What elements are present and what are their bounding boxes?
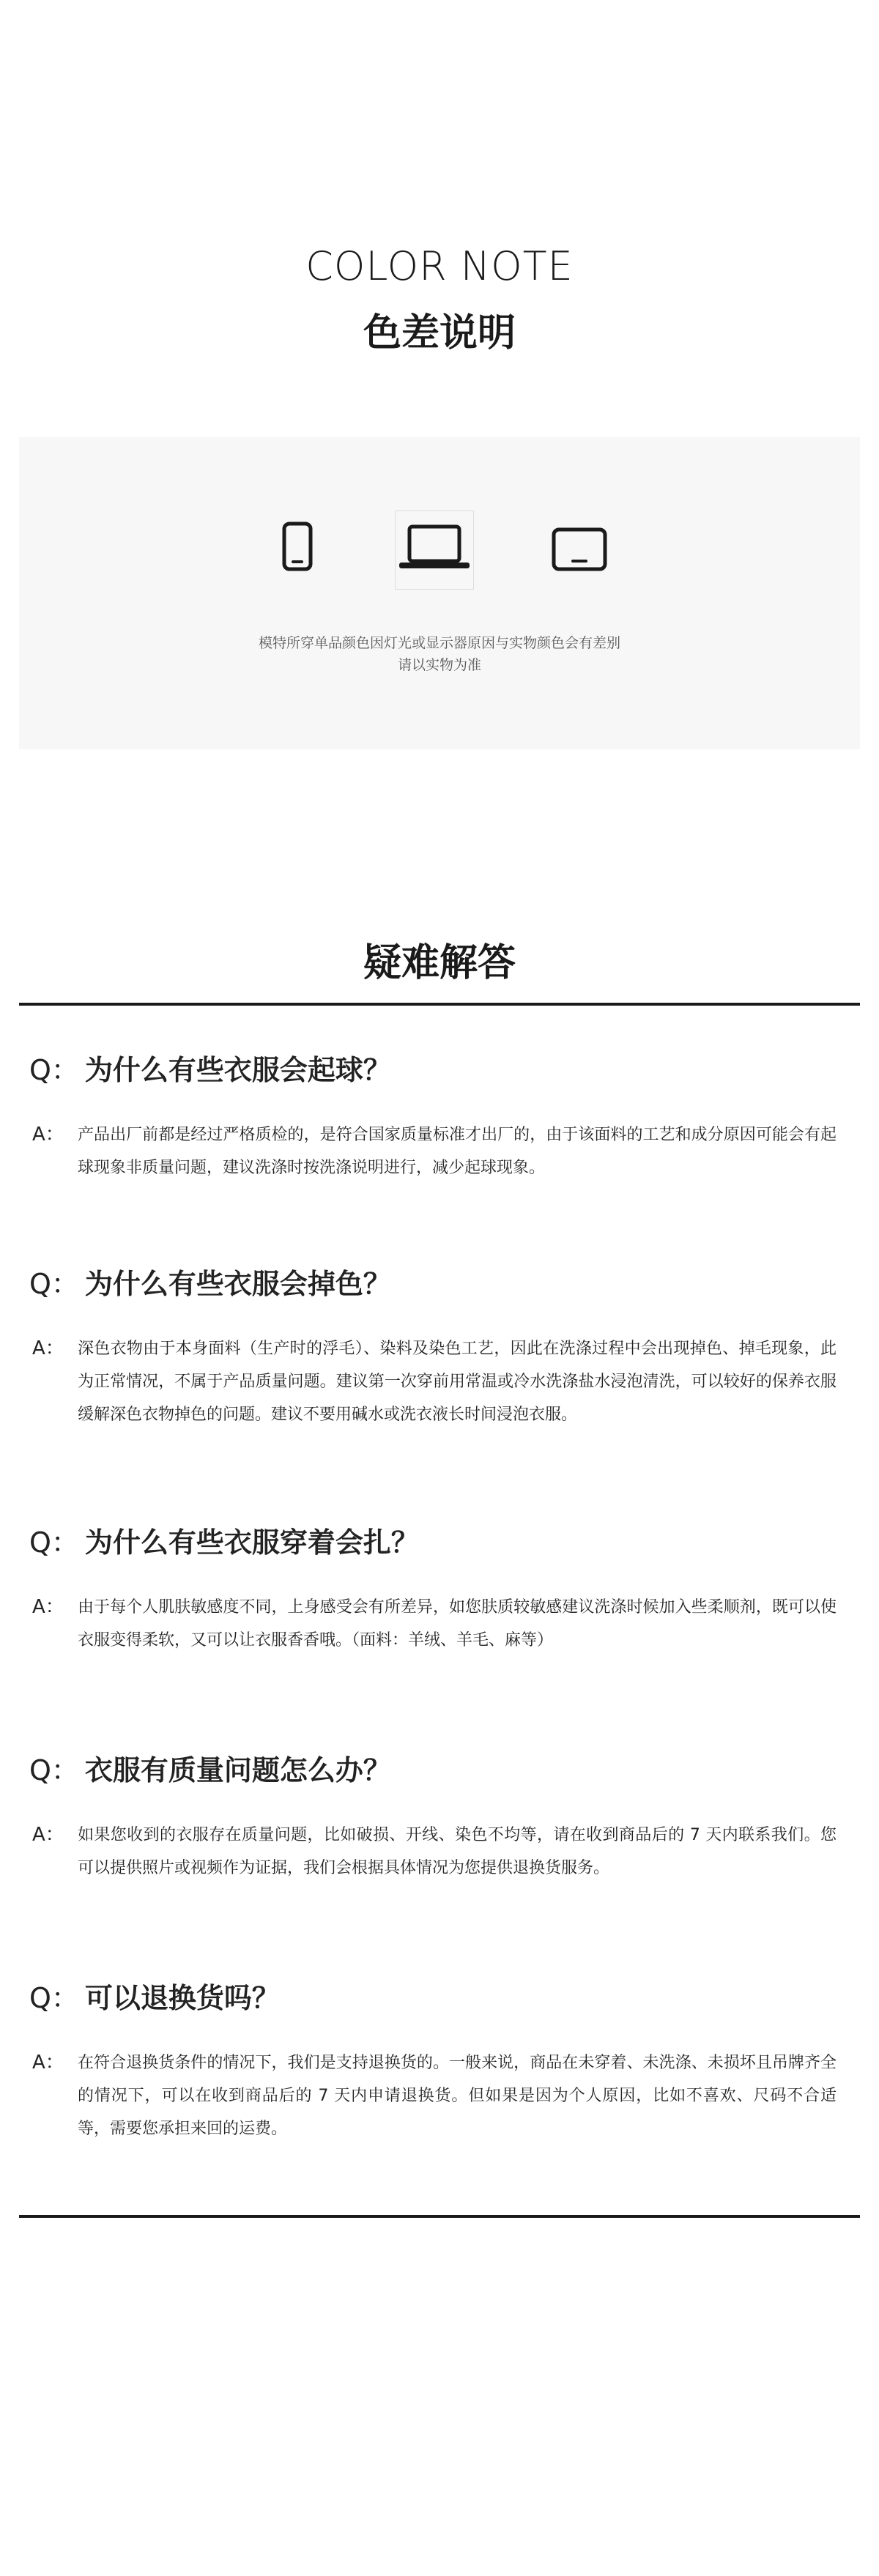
faq-answer-row bbox=[29, 1591, 850, 1657]
faq-answer: 由于每个人肌肤敏感度不同，上身感受会有所差异，如您肤质较敏感建议洗涤时候加入些柔顺剂，既可以使衣服变得柔软，又可以让衣服香香哦。（面料：羊绒、羊毛、麻等） bbox=[78, 1598, 837, 1649]
faq-item bbox=[29, 1047, 850, 1184]
tablet-icon bbox=[552, 527, 607, 571]
faq-question-row bbox=[29, 1520, 850, 1560]
faq-question: 可以退换货吗？ bbox=[84, 1982, 280, 2014]
faq-question: 为什么有些衣服会起球？ bbox=[84, 1054, 391, 1086]
color-notice-box bbox=[19, 437, 860, 749]
answer-prefix: A： bbox=[32, 1124, 64, 1146]
answer-prefix: A： bbox=[32, 1596, 64, 1618]
question-prefix: Q： bbox=[29, 1268, 79, 1300]
answer-prefix: A： bbox=[32, 2052, 64, 2074]
faq-question-row bbox=[29, 1975, 850, 2016]
faq-bottom-divider bbox=[19, 2215, 860, 2218]
faq-item bbox=[29, 1261, 850, 1431]
question-prefix: Q： bbox=[29, 1054, 79, 1086]
question-prefix: Q： bbox=[29, 1982, 79, 2014]
faq-answer-row bbox=[29, 2046, 850, 2145]
color-note-title: COLOR NOTE bbox=[305, 243, 574, 289]
laptop-icon bbox=[396, 523, 472, 571]
faq-item bbox=[29, 1975, 850, 2145]
faq-question-row bbox=[29, 1748, 850, 1788]
faq-item bbox=[29, 1748, 850, 1885]
faq-question: 衣服有质量问题怎么办？ bbox=[84, 1754, 391, 1786]
faq-question-row bbox=[29, 1261, 850, 1302]
faq-question: 为什么有些衣服穿着会扎？ bbox=[84, 1526, 419, 1559]
faq-answer-row bbox=[29, 1118, 850, 1184]
notice-line-2: 请以实物为准 bbox=[397, 657, 481, 673]
faq-question: 为什么有些衣服会掉色？ bbox=[84, 1268, 391, 1300]
faq-top-divider bbox=[19, 1003, 860, 1006]
faq-answer: 如果您收到的衣服存在质量问题，比如破损、开线、染色不均等，请在收到商品后的 7 天内联系我们。您可以提供照片或视频作为证据，我们会根据具体情况为您提供退换货服务。 bbox=[78, 1826, 837, 1877]
faq-answer: 在符合退换货条件的情况下，我们是支持退换货的。一般来说，商品在未穿着、未洗涤、未损坏且吊牌齐全的情况下，可以在收到商品后的 7 天内申请退换货。但如果是因为个人原因，比如不喜欢、尺码不合适等，需要您承担来回的运费。 bbox=[78, 2054, 837, 2138]
faq-answer: 深色衣物由于本身面料（生产时的浮毛）、染料及染色工艺，因此在洗涤过程中会出现掉色、掉毛现象，此为正常情况，不属于产品质量问题。建议第一次穿前用常温或冷水洗涤盐水浸泡清洗，可以较好的保养衣服缓解深色衣物掉色的问题。建议不要用碱水或洗衣液长时间浸泡衣服。 bbox=[78, 1340, 837, 1424]
question-prefix: Q： bbox=[29, 1526, 79, 1559]
notice-line-1: 模特所穿单品颜色因灯光或显示器原因与实物颜色会有差别 bbox=[258, 635, 620, 651]
phone-icon bbox=[282, 521, 313, 571]
faq-item bbox=[29, 1520, 850, 1657]
faq-question-row bbox=[29, 1047, 850, 1088]
faq-answer: 产品出厂前都是经过严格质检的，是符合国家质量标准才出厂的，由于该面料的工艺和成分原因可能会有起球现象非质量问题，建议洗涤时按洗涤说明进行，减少起球现象。 bbox=[78, 1126, 837, 1177]
question-prefix: Q： bbox=[29, 1754, 79, 1786]
faq-answer-row bbox=[29, 1819, 850, 1885]
color-note-subtitle: 色差说明 bbox=[363, 311, 516, 355]
faq-answer-row bbox=[29, 1332, 850, 1431]
answer-prefix: A： bbox=[32, 1337, 64, 1359]
faq-heading: 疑难解答 bbox=[363, 941, 516, 985]
answer-prefix: A： bbox=[32, 1824, 64, 1846]
